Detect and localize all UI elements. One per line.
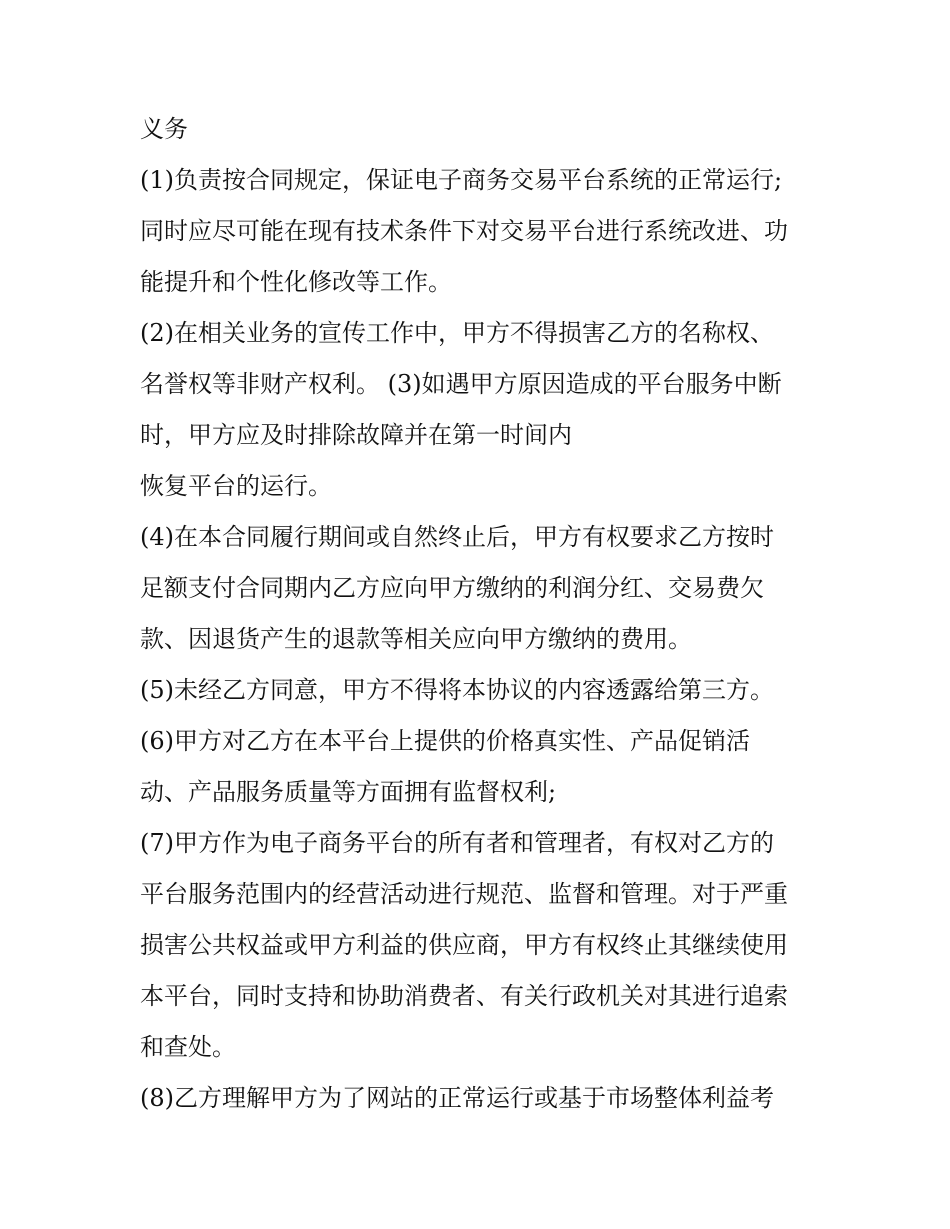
text-line: 时，甲方应及时排除故障并在第一时间内	[140, 421, 572, 449]
text-line: (5)未经乙方同意，甲方不得将本协议的内容透露给第三方。	[140, 676, 774, 704]
text-line: (1)负责按合同规定，保证电子商务交易平台系统的正常运行;	[140, 166, 783, 194]
text-line: 平台服务范围内的经营活动进行规范、监督和管理。对于严重	[140, 880, 788, 908]
text-line: 能提升和个性化修改等工作。	[140, 268, 452, 296]
text-line: (7)甲方作为电子商务平台的所有者和管理者，有权对乙方的	[140, 829, 774, 857]
text-line: 恢复平台的运行。	[140, 472, 332, 500]
text-line: 款、因退货产生的退款等相关应向甲方缴纳的费用。	[140, 625, 692, 653]
text-line: 名誉权等非财产权利。 (3)如遇甲方原因造成的平台服务中断	[140, 370, 782, 398]
text-line: 本平台，同时支持和协助消费者、有关行政机关对其进行追索	[140, 982, 788, 1010]
text-line: (4)在本合同履行期间或自然终止后，甲方有权要求乙方按时	[140, 523, 774, 551]
text-line: (6)甲方对乙方在本平台上提供的价格真实性、产品促销活	[140, 727, 750, 755]
text-line: (2)在相关业务的宣传工作中，甲方不得损害乙方的名称权、	[140, 319, 774, 347]
text-line: 同时应尽可能在现有技术条件下对交易平台进行系统改进、功	[140, 217, 788, 245]
text-line: 义务	[140, 115, 188, 143]
text-line: 动、产品服务质量等方面拥有监督权利;	[140, 778, 557, 806]
text-line: 损害公共权益或甲方利益的供应商，甲方有权终止其继续使用	[140, 931, 788, 959]
text-line: 足额支付合同期内乙方应向甲方缴纳的利润分红、交易费欠	[140, 574, 764, 602]
text-line: 和查处。	[140, 1033, 236, 1061]
text-line: (8)乙方理解甲方为了网站的正常运行或基于市场整体利益考	[140, 1084, 774, 1112]
